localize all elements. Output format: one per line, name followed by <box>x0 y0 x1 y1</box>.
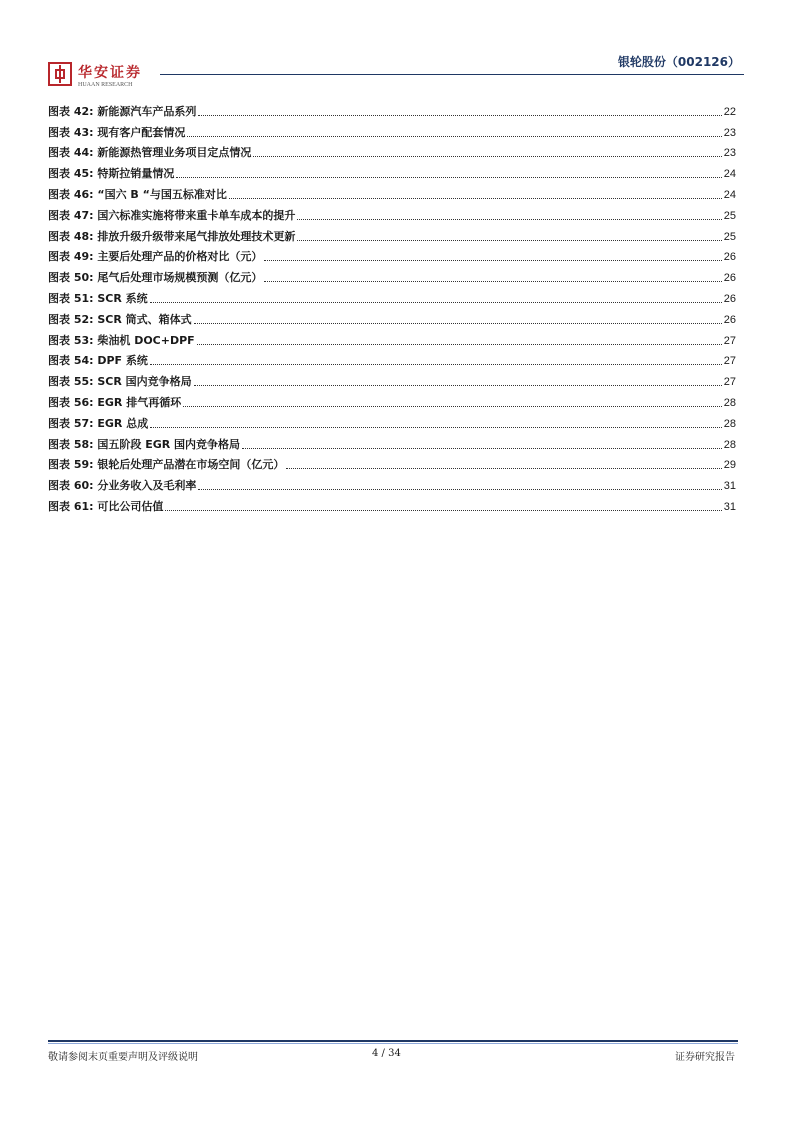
figure-index-list <box>48 98 736 514</box>
toc-entry-label: 图表 59: 银轮后处理产品潜在市场空间（亿元） <box>48 458 285 472</box>
toc-entry-page: 26 <box>723 292 736 305</box>
toc-entry[interactable] <box>48 327 736 348</box>
toc-entry-label: 图表 44: 新能源热管理业务项目定点情况 <box>48 146 252 160</box>
toc-entry-page: 28 <box>723 438 736 451</box>
toc-leader-dots <box>286 468 721 469</box>
toc-entry-page: 26 <box>723 313 736 326</box>
toc-entry-page: 22 <box>723 105 736 118</box>
toc-entry[interactable] <box>48 223 736 244</box>
toc-entry-page: 25 <box>723 230 736 243</box>
toc-entry-label: 图表 61: 可比公司估值 <box>48 499 164 513</box>
toc-leader-dots <box>198 115 721 116</box>
toc-entry-label: 图表 51: SCR 系统 <box>48 291 148 305</box>
header-divider <box>160 74 744 75</box>
page-header <box>48 48 744 98</box>
toc-entry-label: 图表 60: 分业务收入及毛利率 <box>48 479 197 493</box>
stock-title: 银轮股份（002126） <box>617 55 740 69</box>
toc-entry-page: 27 <box>723 334 736 347</box>
toc-entry-label: 图表 48: 排放升级升级带来尾气排放处理技术更新 <box>48 229 296 243</box>
toc-leader-dots <box>198 489 721 490</box>
footer-disclaimer: 敬请参阅末页重要声明及评级说明 <box>48 1052 198 1063</box>
toc-entry[interactable] <box>48 202 736 223</box>
toc-entry[interactable] <box>48 98 736 119</box>
toc-entry[interactable] <box>48 264 736 285</box>
toc-leader-dots <box>194 323 722 324</box>
toc-entry-page: 23 <box>723 147 736 160</box>
toc-entry-page: 31 <box>723 480 736 493</box>
toc-entry[interactable] <box>48 119 736 140</box>
toc-entry-page: 28 <box>723 417 736 430</box>
toc-leader-dots <box>183 406 722 407</box>
toc-leader-dots <box>297 240 721 241</box>
toc-entry-page: 26 <box>723 272 736 285</box>
toc-entry-page: 28 <box>723 396 736 409</box>
toc-entry-page: 23 <box>723 126 736 139</box>
toc-entry-page: 27 <box>723 355 736 368</box>
toc-leader-dots <box>264 281 721 282</box>
toc-entry-label: 图表 43: 现有客户配套情况 <box>48 125 186 139</box>
toc-entry-page: 24 <box>723 168 736 181</box>
toc-entry[interactable] <box>48 389 736 410</box>
toc-entry-page: 29 <box>723 459 736 472</box>
toc-entry-label: 图表 53: 柴油机 DOC+DPF <box>48 333 195 347</box>
page-number: 4 / 34 <box>372 1048 401 1059</box>
toc-leader-dots <box>264 260 721 261</box>
toc-entry[interactable] <box>48 410 736 431</box>
toc-entry[interactable] <box>48 368 736 389</box>
company-logo-english: HUAAN RESEARCH <box>78 82 133 88</box>
toc-entry[interactable] <box>48 348 736 369</box>
toc-entry-label: 图表 42: 新能源汽车产品系列 <box>48 104 197 118</box>
toc-entry-label: 图表 50: 尾气后处理市场规模预测（亿元） <box>48 271 263 285</box>
toc-leader-dots <box>150 364 722 365</box>
toc-leader-dots <box>242 448 722 449</box>
toc-entry-label: 图表 52: SCR 筒式、箱体式 <box>48 312 192 326</box>
toc-leader-dots <box>176 177 721 178</box>
toc-entry-page: 31 <box>723 500 736 513</box>
toc-entry[interactable] <box>48 452 736 473</box>
huaan-logo-icon <box>48 62 72 86</box>
toc-leader-dots <box>187 136 721 137</box>
toc-entry[interactable] <box>48 306 736 327</box>
toc-leader-dots <box>194 385 722 386</box>
toc-entry-page: 24 <box>723 188 736 201</box>
footer-divider-thin <box>48 1043 738 1044</box>
toc-entry-page: 27 <box>723 376 736 389</box>
toc-entry-label: 图表 47: 国六标准实施将带来重卡单车成本的提升 <box>48 208 296 222</box>
toc-entry[interactable] <box>48 285 736 306</box>
toc-leader-dots <box>150 427 722 428</box>
toc-entry-page: 26 <box>723 251 736 264</box>
toc-leader-dots <box>150 302 722 303</box>
toc-entry-label: 图表 55: SCR 国内竞争格局 <box>48 375 192 389</box>
toc-entry[interactable] <box>48 431 736 452</box>
toc-entry-label: 图表 57: EGR 总成 <box>48 416 149 430</box>
toc-entry[interactable] <box>48 140 736 161</box>
toc-entry[interactable] <box>48 181 736 202</box>
toc-entry-label: 图表 45: 特斯拉销量情况 <box>48 167 175 181</box>
toc-leader-dots <box>253 156 721 157</box>
toc-entry[interactable] <box>48 244 736 265</box>
toc-entry-label: 图表 58: 国五阶段 EGR 国内竞争格局 <box>48 437 241 451</box>
toc-entry[interactable] <box>48 160 736 181</box>
toc-entry-label: 图表 54: DPF 系统 <box>48 354 148 368</box>
toc-leader-dots <box>197 344 722 345</box>
toc-entry[interactable] <box>48 493 736 514</box>
toc-leader-dots <box>297 219 721 220</box>
toc-leader-dots <box>229 198 722 199</box>
toc-leader-dots <box>165 510 721 511</box>
toc-entry-page: 25 <box>723 209 736 222</box>
toc-entry-label: 图表 49: 主要后处理产品的价格对比（元） <box>48 250 263 264</box>
company-logo-name: 华安证券 <box>78 65 142 81</box>
toc-entry-label: 图表 46: “国六 B “与国五标准对比 <box>48 187 227 201</box>
toc-entry-label: 图表 56: EGR 排气再循环 <box>48 395 182 409</box>
footer-divider <box>48 1040 738 1042</box>
report-type: 证券研究报告 <box>675 1052 735 1063</box>
toc-entry[interactable] <box>48 472 736 493</box>
